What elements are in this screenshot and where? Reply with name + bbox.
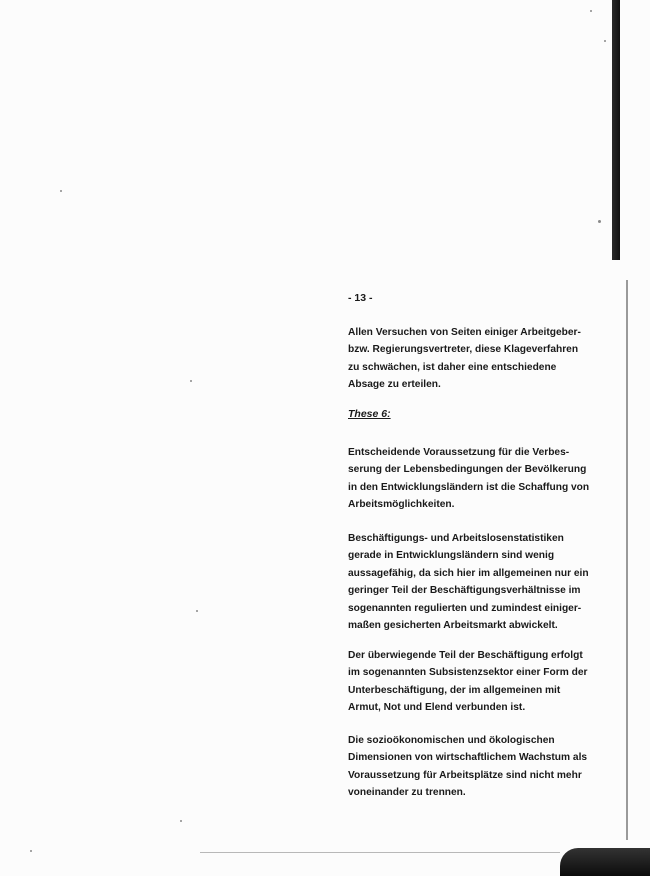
paragraph-2: Entscheidende Voraussetzung für die Verbes- serung der Lebensbedingungen der Bevölkerung in den Entwicklungsländern ist die Schaffung von Arbeitsmöglichkeiten. xyxy=(348,447,590,511)
scan-speckle xyxy=(180,820,182,822)
scan-speckle xyxy=(30,850,32,852)
scan-speckle xyxy=(590,10,592,12)
page-number: - 13 - xyxy=(348,292,373,304)
scan-edge-bottom xyxy=(560,848,650,876)
paragraph-5: Die sozioökonomischen und ökologischen Dimensionen von wirtschaftlichem Wachstum als Voraussetzung für Arbeitsplätze sind nicht mehr voneinander zu trennen. xyxy=(348,735,588,799)
paragraph-3: Beschäftigungs- und Arbeitslosenstatistiken gerade in Entwicklungsländern sind wenig aussagefähig, da sich hier im allgemeinen nur ein geringer Teil der Beschäftigungsverhältnisse im sogenannten regulierten und zumindest einiger- maßen gesicherten Arbeitsmarkt abwickelt. xyxy=(348,533,589,632)
paragraph-1: Allen Versuchen von Seiten einiger Arbeitgeber- bzw. Regierungsvertreter, diese Klageverfahren zu schwächen, ist daher eine entschiedene Absage zu erteilen. xyxy=(348,327,581,391)
scan-speckle xyxy=(196,610,198,612)
scan-speckle xyxy=(60,190,62,192)
paragraph-4: Der überwiegende Teil der Beschäftigung erfolgt im sogenannten Subsistenzsektor einer Form der Unterbeschäftigung, der im allgemeinen mit Armut, Not und Elend verbunden ist. xyxy=(348,650,588,714)
scan-speckle xyxy=(604,40,606,42)
scan-speckle xyxy=(190,380,192,382)
scan-edge-bottom-line xyxy=(200,852,560,853)
thesis-heading: These 6: xyxy=(348,408,391,420)
scan-edge-right-line xyxy=(626,280,628,840)
scan-speckle xyxy=(598,220,601,223)
scan-edge-right xyxy=(612,0,620,260)
